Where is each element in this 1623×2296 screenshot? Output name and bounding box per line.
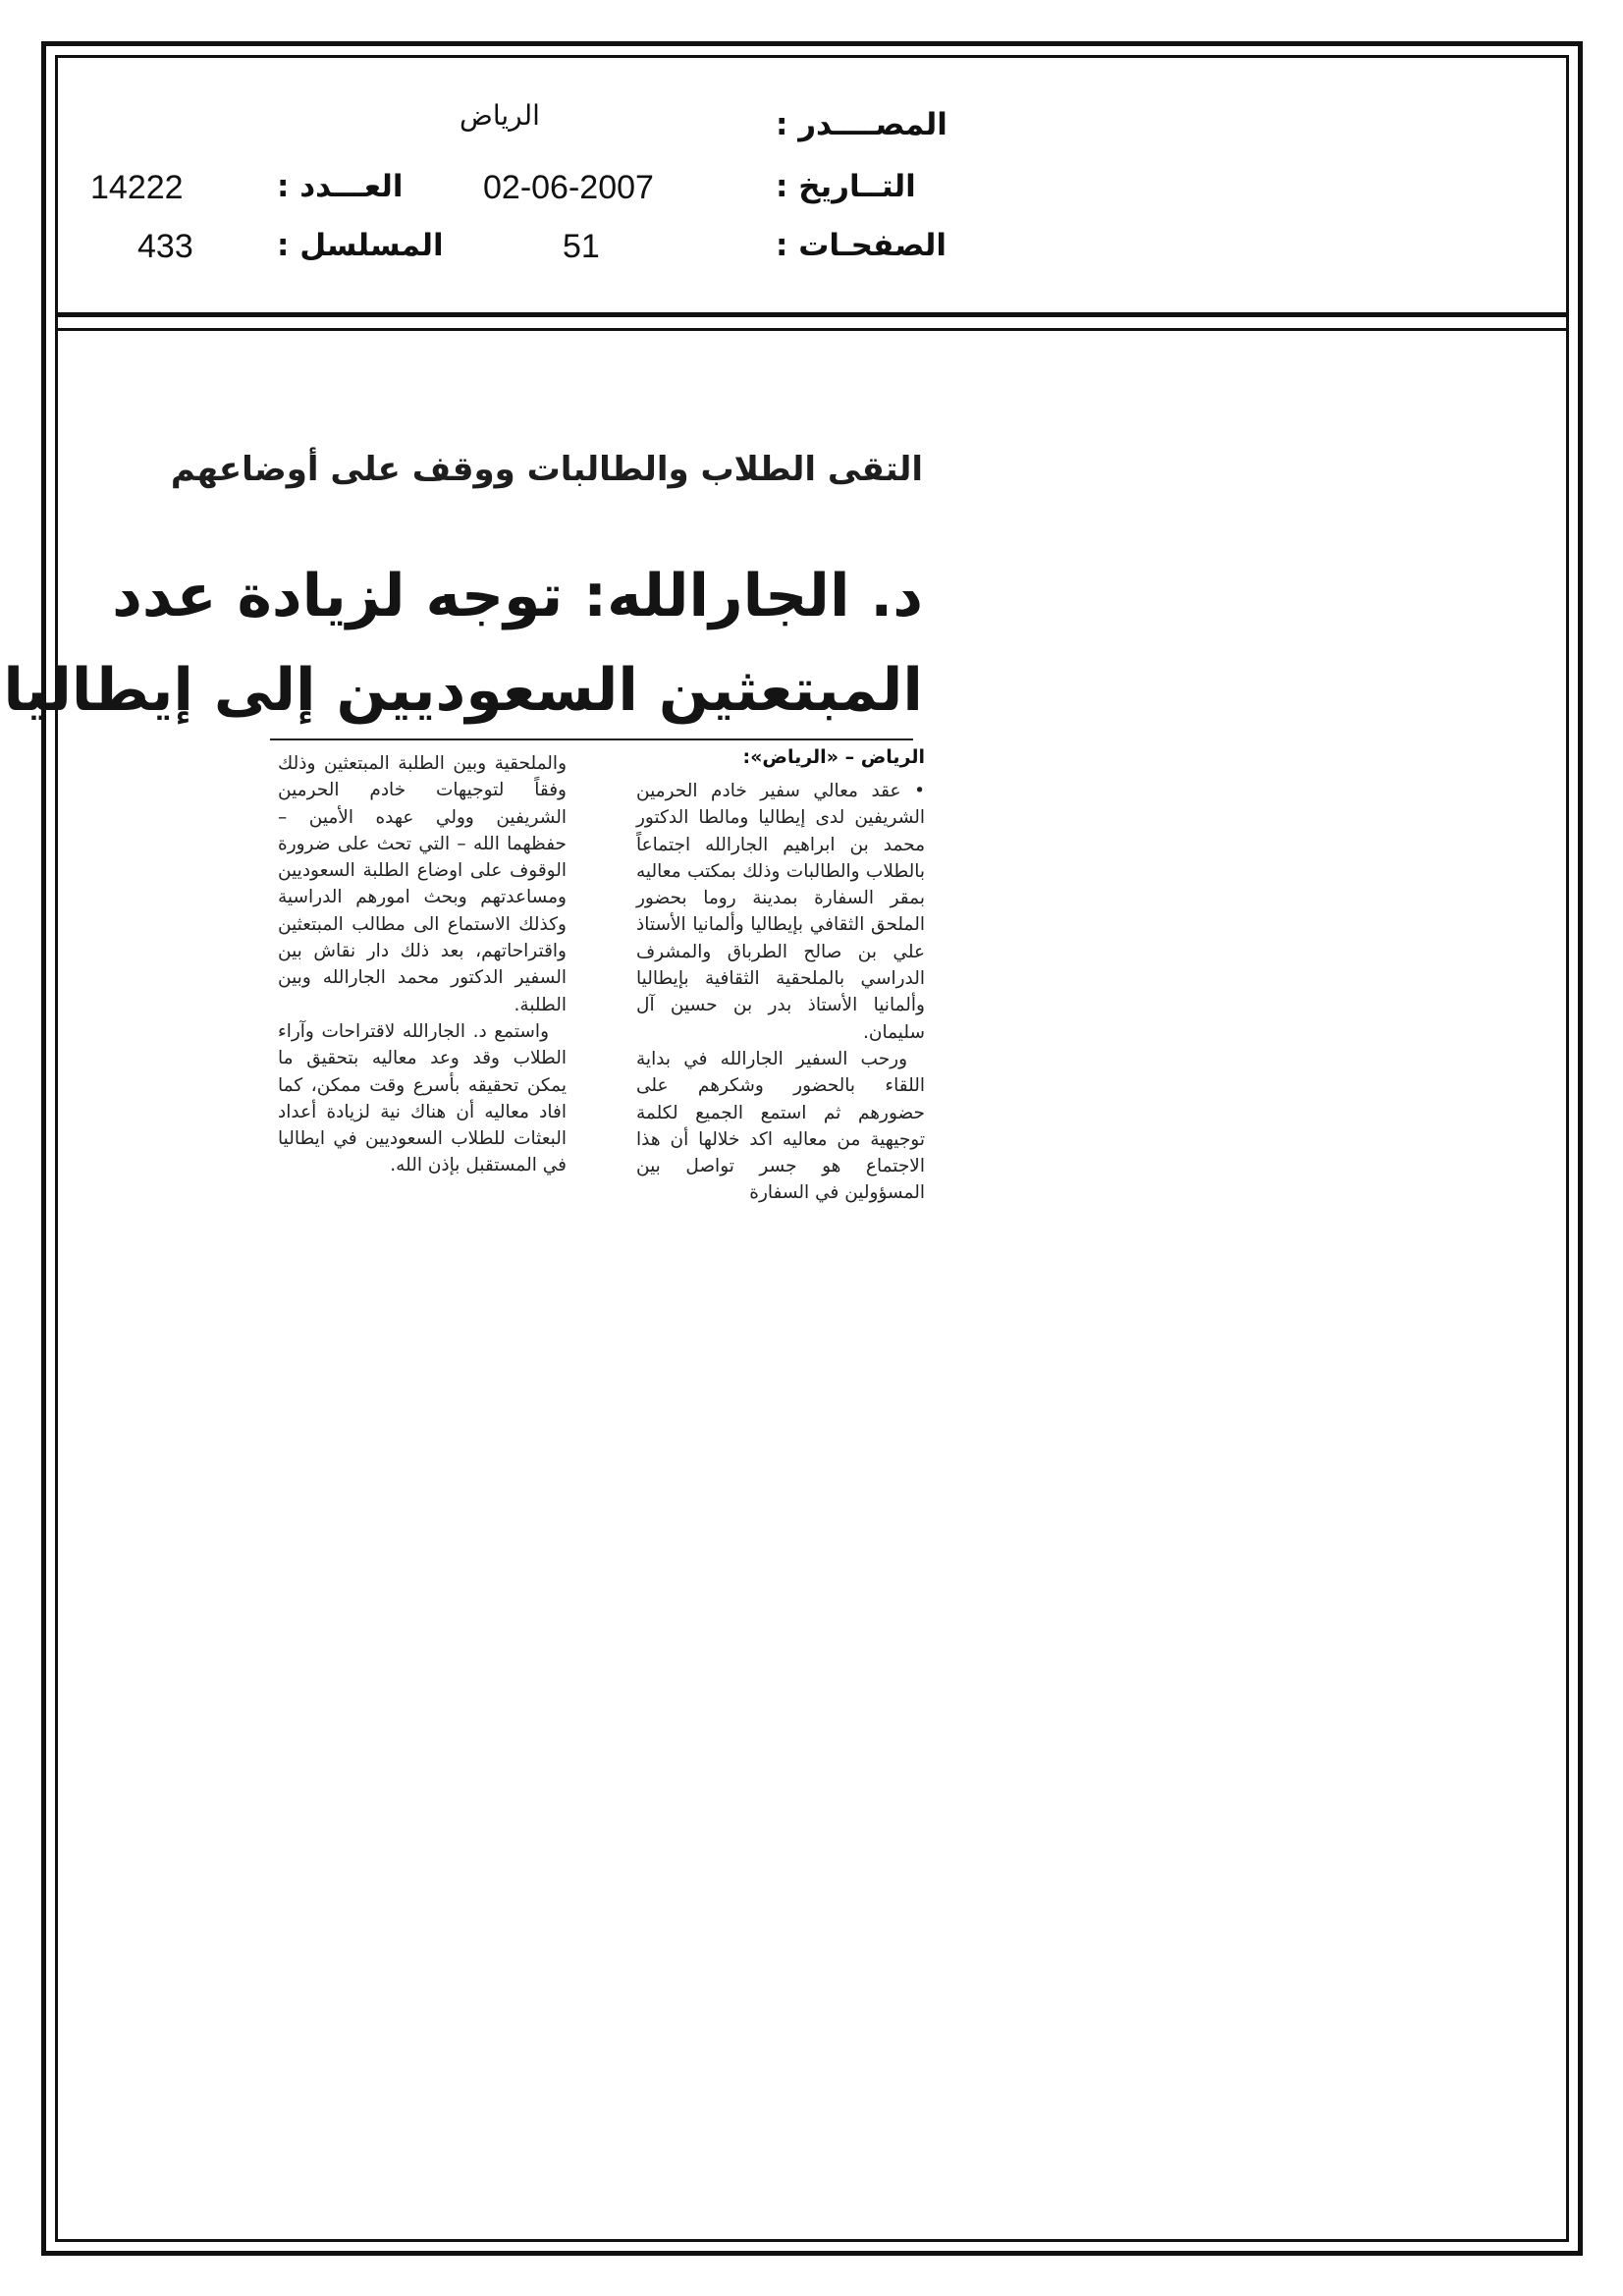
header-divider-thick [55,312,1569,317]
article-paragraph: • عقد معالي سفير خادم الحرمين الشريفين لدى إيطاليا ومالطا الدكتور محمد بن ابراهيم الجارالله اجتماعاً بالطلاب والطالبات وذلك بمكتب معاليه بمقر السفارة بمدينة روما بحضور الملحق الثقافي بإيطاليا وألمانيا الأستاذ علي بن صالح الطرباق والمشرف الدراسي بالملحقية الثقافية بإيطاليا وألمانيا الأستاذ بدر بن حسين آل سليمان. [636,781,925,1043]
date-value: 02-06-2007 [483,169,654,206]
article-kicker: التقى الطلاب والطالبات ووقف على أوضاعهم [170,450,923,489]
source-label: المصــــدر : [776,107,947,142]
article-paragraph: والملحقية وبين الطلبة المبتعثين وذلك وفقاً لتوجيهات خادم الحرمين الشريفين وولي عهده الأمين – حفظهما الله – التي تحث على ضرورة الوقوف على اوضاع الطلبة السعوديين ومساعدتهم وبحث امورهم الدراسية وكذلك الاستماع الى مطالب المبتعثين واقتراحاتهم، بعد ذلك دار نقاش بين السفير الدكتور محمد الجارالله وبين الطلبة. [278,753,567,1015]
pages-value: 51 [563,228,600,265]
serial-label: المسلسل : [277,228,444,263]
article-dateline: الرياض – «الرياض»: [742,746,925,768]
source-value: الرياض [460,99,540,132]
article-column-left [278,750,567,1179]
serial-value: 433 [137,228,193,265]
article-column-right [636,778,925,1207]
header-divider-thin [55,328,1569,331]
issue-value: 14222 [90,169,184,206]
article-headline-line-1: د. الجارالله: توجه لزيادة عدد [112,562,923,630]
pages-label: الصفحـات : [776,228,947,263]
article-headline-line-2: المبتعثين السعوديين إلى إيطاليا [3,656,923,725]
issue-label: العـــدد : [277,169,404,204]
article-paragraph: واستمع د. الجارالله لاقتراحات وآراء الطلاب وقد وعد معاليه بتحقيق ما يمكن تحقيقه بأسرع وقت ممكن، كما افاد معاليه أن هناك نية لزيادة أعداد البعثات للطلاب السعوديين في ايطاليا في المستقبل بإذن الله. [278,1020,567,1176]
date-label: التــاريخ : [776,169,916,204]
headline-underline [270,738,913,740]
article-paragraph: ورحب السفير الجارالله في بداية اللقاء بالحضور وشكرهم على حضورهم ثم استمع الجميع لكلمة توجيهية من معاليه اكد خلالها أن هذا الاجتماع هو جسر تواصل بين المسؤولين في السفارة [636,1048,925,1204]
